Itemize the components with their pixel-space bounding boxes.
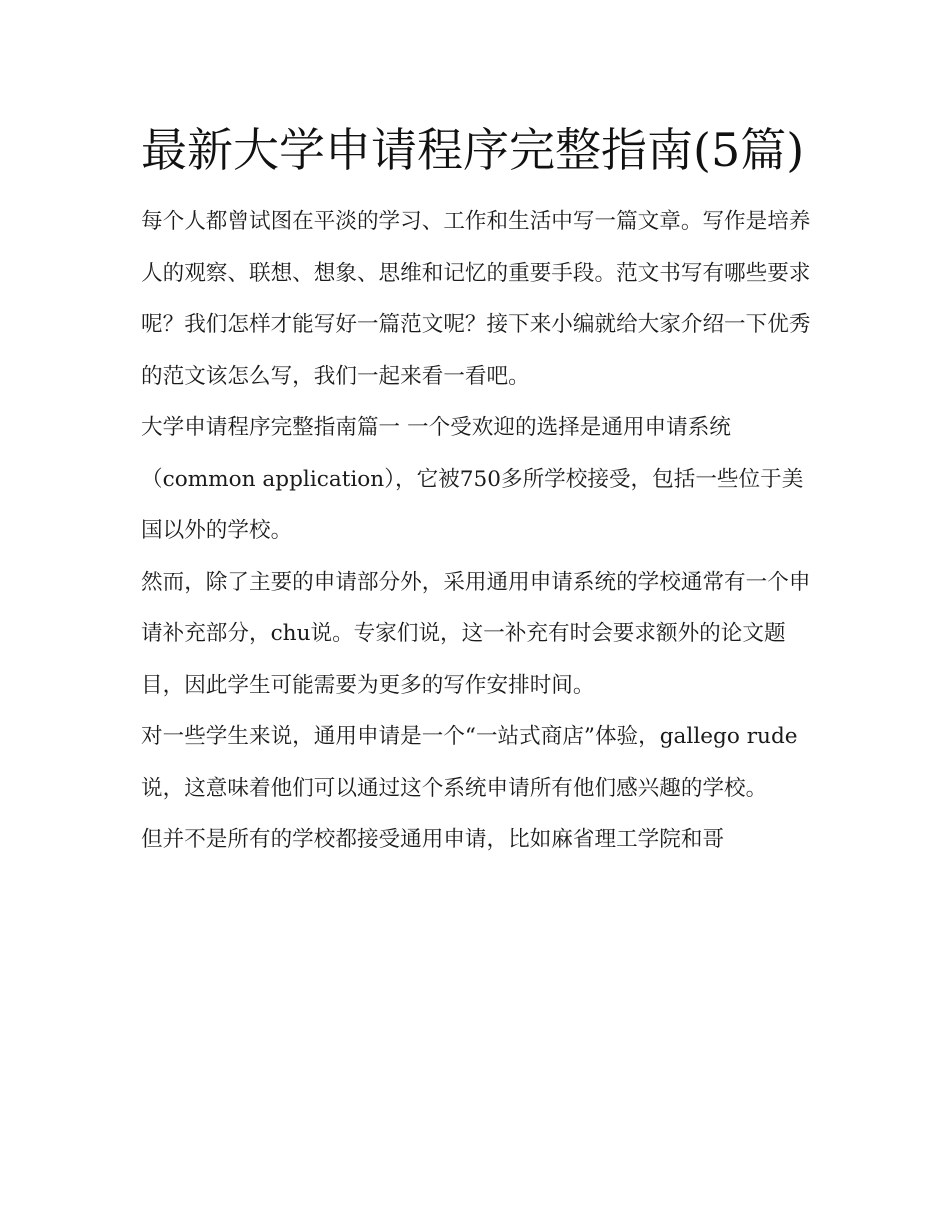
document-body	[141, 112, 813, 866]
paragraph-4: 但并不是所有的学校都接受通用申请，比如麻省理工学院和哥	[141, 827, 725, 852]
paragraph-3: 对一些学生来说，通用申请是一个“一站式商店”体验，gallego rude说，这意味着他们可以通过这个系统申请所有他们感兴趣的学校。	[141, 724, 798, 801]
document-title: 最新大学申请程序完整指南(5篇)	[141, 123, 805, 177]
paragraph-1: 大学申请程序完整指南篇一 一个受欢迎的选择是通用申请系统（common application），它被750多所学校接受，包括一些位于美国以外的学校。	[141, 415, 804, 543]
paragraph-intro: 每个人都曾试图在平淡的学习、工作和生活中写一篇文章。写作是培养人的观察、联想、想象、思维和记忆的重要手段。范文书写有哪些要求呢？我们怎样才能写好一篇范文呢？接下来小编就给大家介绍一下优秀的范文该怎么写，我们一起来看一看吧。	[141, 209, 811, 389]
paragraph-2: 然而，除了主要的申请部分外，采用通用申请系统的学校通常有一个申请补充部分，chu说。专家们说，这一补充有时会要求额外的论文题目，因此学生可能需要为更多的写作安排时间。	[141, 569, 811, 698]
